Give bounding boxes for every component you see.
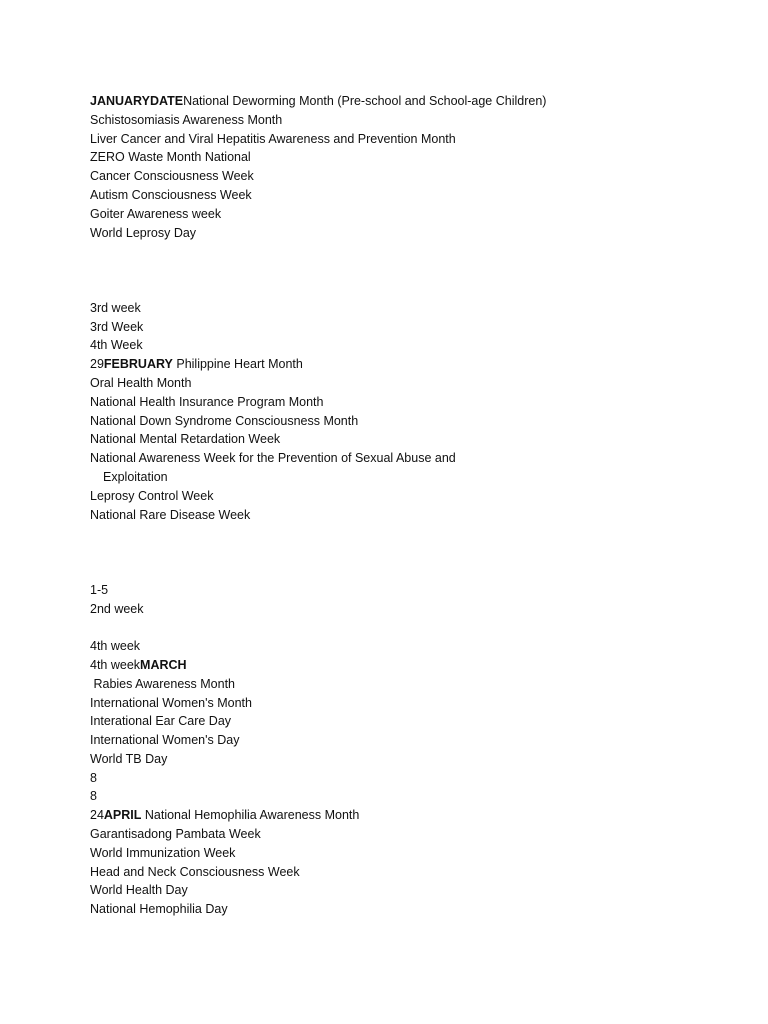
date-line: 3rd Week <box>90 319 144 334</box>
event-line: World Health Day <box>90 883 188 898</box>
document-page <box>90 92 730 919</box>
event-line: Cancer Consciousness Week <box>90 169 254 184</box>
event-line: World Leprosy Day <box>90 225 197 240</box>
date-column-heading: DATE <box>149 94 184 108</box>
event-line: National Rare Disease Week <box>90 507 251 522</box>
event-line: Head and Neck Consciousness Week <box>90 864 300 879</box>
date-line: 8 <box>90 789 97 804</box>
event-continuation-line: Exploitation <box>103 469 168 484</box>
event-line: Rabies Awareness Month <box>90 676 235 691</box>
event-line: National Awareness Week for the Prevention of Sexual Abuse and <box>90 451 456 466</box>
event-line: World TB Day <box>90 751 168 766</box>
month-heading-february: FEBRUARY <box>103 357 173 372</box>
month-heading-march: MARCH <box>140 657 187 672</box>
event-line: Liver Cancer and Viral Hepatitis Awareness and Prevention Month <box>90 131 456 146</box>
event-line: National Down Syndrome Consciousness Month <box>90 413 359 428</box>
date-line: 1-5 <box>90 582 109 597</box>
event-line: Schistosomiasis Awareness Month <box>90 112 283 127</box>
event-line: ZERO Waste Month National <box>90 150 251 165</box>
event-line: International Women's Month <box>90 695 252 710</box>
date-line: 4th week <box>90 639 141 654</box>
event-line: Leprosy Control Week <box>90 488 214 503</box>
event-line: National Hemophilia Day <box>90 902 228 917</box>
date-value: 4th week <box>90 657 141 672</box>
event-line: International Women's Day <box>90 733 240 748</box>
spacer <box>90 242 730 298</box>
event-line: World Immunization Week <box>90 845 236 860</box>
date-line: 3rd week <box>90 300 141 315</box>
april-header-line <box>90 806 730 825</box>
march-header-line <box>90 656 730 675</box>
date-value: 24 <box>90 808 104 823</box>
february-header-line <box>90 355 730 374</box>
month-heading-january: JANUARY <box>90 94 150 108</box>
event-line: National Hemophilia Awareness Month <box>141 808 360 823</box>
january-header-line <box>90 92 730 111</box>
event-line: Autism Consciousness Week <box>90 187 252 202</box>
event-line: Goiter Awareness week <box>90 206 222 221</box>
date-line: 2nd week <box>90 601 144 616</box>
event-line: Philippine Heart Month <box>172 357 303 372</box>
date-line: 8 <box>90 770 97 785</box>
spacer <box>90 618 730 637</box>
event-line: National Deworming Month (Pre-school and School-age Children) <box>183 94 547 108</box>
event-line: Oral Health Month <box>90 375 192 390</box>
date-value: 29 <box>90 357 104 372</box>
month-heading-april: APRIL <box>103 808 142 823</box>
spacer <box>90 524 730 580</box>
date-line: 4th Week <box>90 338 143 353</box>
event-line: National Health Insurance Program Month <box>90 394 324 409</box>
event-line: Garantisadong Pambata Week <box>90 827 261 842</box>
event-line: National Mental Retardation Week <box>90 432 281 447</box>
event-line: Interational Ear Care Day <box>90 714 232 729</box>
